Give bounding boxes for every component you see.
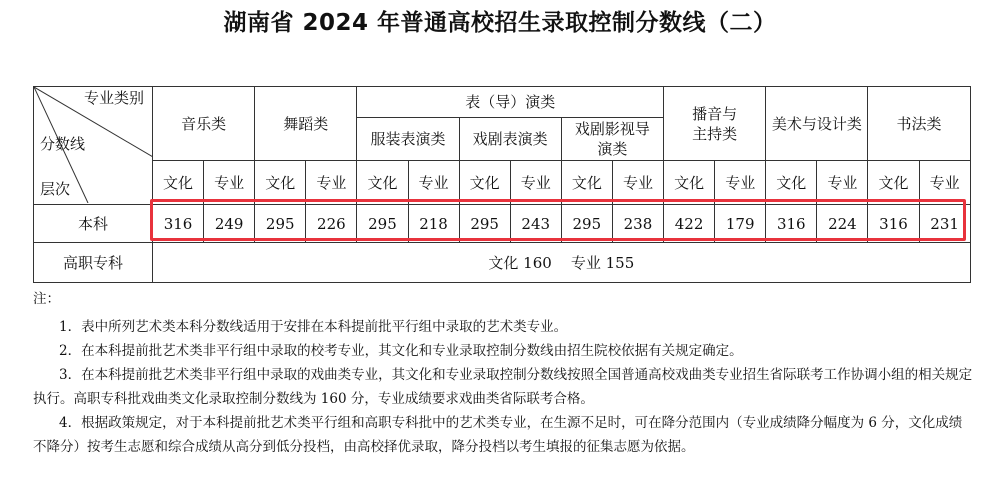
col-header-major: 专业 <box>510 161 561 205</box>
header-art-design: 美术与设计类 <box>766 87 868 161</box>
page-title: 湖南省 2024 年普通高校招生录取控制分数线（二） <box>223 10 777 36</box>
score-cell: 231 <box>919 205 970 243</box>
col-header-culture: 文化 <box>561 161 612 205</box>
score-cell: 422 <box>664 205 715 243</box>
header-film: 戏剧影视导演类 <box>561 118 663 161</box>
score-cell: 179 <box>715 205 766 243</box>
col-header-major: 专业 <box>817 161 868 205</box>
score-cell: 295 <box>459 205 510 243</box>
score-table <box>33 86 971 283</box>
header-dance: 舞蹈类 <box>255 87 357 161</box>
header-costume: 服装表演类 <box>357 118 459 161</box>
note-item: 3．在本科提前批艺术类非平行组中录取的戏曲类专业，其文化和专业录取控制分数线按照全国普通高校戏曲类专业招生省际联考工作协调小组的相关规定执行。高职专科批戏曲类文化录取控制分数线为 160 分，专业成绩要求戏曲类省际联考合格。 <box>33 367 973 407</box>
score-cell: 316 <box>868 205 919 243</box>
score-cell: 238 <box>612 205 663 243</box>
col-header-major: 专业 <box>408 161 459 205</box>
header-performance: 表（导）演类 <box>357 87 664 118</box>
score-cell: 243 <box>510 205 561 243</box>
row-label-vocational: 高职专科 <box>34 243 153 283</box>
score-cell: 316 <box>766 205 817 243</box>
col-header-major: 专业 <box>919 161 970 205</box>
header-calligraphy: 书法类 <box>868 87 970 161</box>
note-item: 1．表中所列艺术类本科分数线适用于安排在本科提前批平行组中录取的艺术类专业。 <box>59 319 568 335</box>
notes-section <box>33 287 973 459</box>
score-cell: 218 <box>408 205 459 243</box>
corner-category-label: 专业类别 <box>83 89 144 107</box>
table-row-vocational <box>34 243 971 283</box>
score-cell: 224 <box>817 205 868 243</box>
header-music: 音乐类 <box>153 87 255 161</box>
score-cell: 226 <box>306 205 357 243</box>
score-cell: 249 <box>204 205 255 243</box>
note-item: 2．在本科提前批艺术类非平行组中录取的校考专业，其文化和专业录取控制分数线由招生院校依据有关规定确定。 <box>59 343 743 359</box>
score-cell: 316 <box>153 205 204 243</box>
col-header-culture: 文化 <box>255 161 306 205</box>
highlight-box <box>150 199 966 241</box>
col-header-major: 专业 <box>306 161 357 205</box>
row-label-undergrad: 本科 <box>34 205 153 243</box>
score-cell: 295 <box>357 205 408 243</box>
col-header-culture: 文化 <box>664 161 715 205</box>
vocational-score-cell: 文化 160 专业 155 <box>153 243 971 283</box>
score-cell: 295 <box>255 205 306 243</box>
col-header-major: 专业 <box>715 161 766 205</box>
note-item: 4．根据政策规定，对于本科提前批艺术类平行组和高职专科批中的艺术类专业，在生源不足时，可在降分范围内（专业成绩降分幅度为 6 分，文化成绩不降分）按考生志愿和综合成绩从高分到低分投档，由高校择优录取，降分投档以考生填报的征集志愿为依据。 <box>33 415 963 455</box>
col-header-culture: 文化 <box>868 161 919 205</box>
header-drama: 戏剧表演类 <box>459 118 561 161</box>
col-header-major: 专业 <box>204 161 255 205</box>
col-header-culture: 文化 <box>459 161 510 205</box>
score-cell: 295 <box>561 205 612 243</box>
corner-level-label: 层次 <box>40 180 71 198</box>
col-header-culture: 文化 <box>153 161 204 205</box>
col-header-culture: 文化 <box>357 161 408 205</box>
col-header-major: 专业 <box>612 161 663 205</box>
header-broadcast: 播音与主持类 <box>664 87 766 161</box>
table-corner-header <box>34 87 153 205</box>
corner-score-label: 分数线 <box>40 135 86 153</box>
col-header-culture: 文化 <box>766 161 817 205</box>
notes-header: 注： <box>33 291 60 307</box>
